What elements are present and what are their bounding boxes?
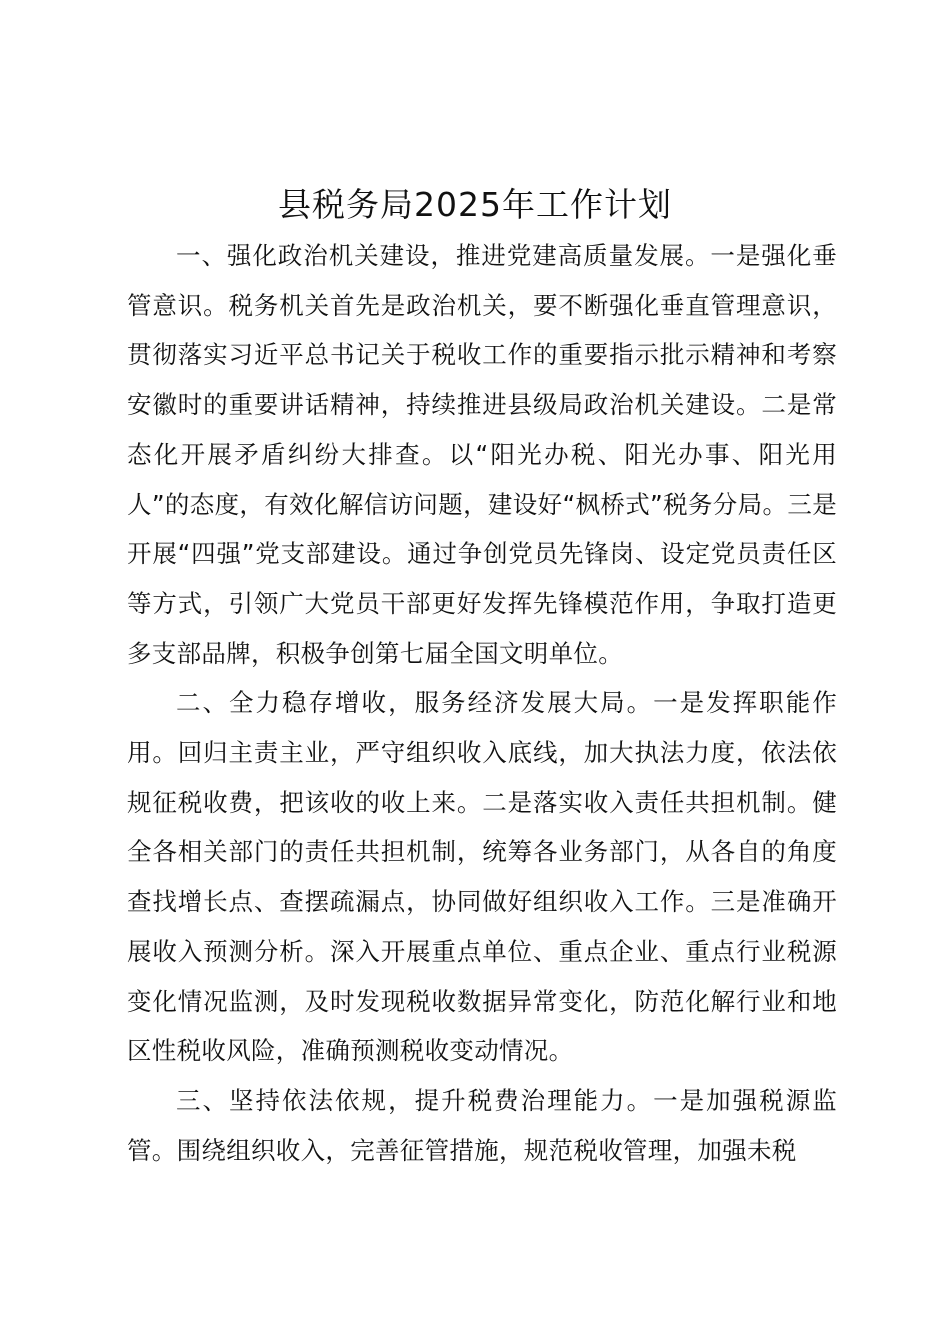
paragraph-1: 一、强化政治机关建设，推进党建高质量发展。一是强化垂管意识。税务机关首先是政治机关，要不断强化垂直管理意识，贯彻落实习近平总书记关于税收工作的重要指示批示精神和考察安徽时的重要讲话精神，持续推进县级局政治机关建设。二是常态化开展矛盾纠纷大排查。以“阳光办税、阳光办事、阳光用人”的态度，有效化解信访问题，建设好“枫桥式”税务分局。三是开展“四强”党支部建设。通过争创党员先锋岗、设定党员责任区等方式，引领广大党员干部更好发挥先锋模范作用，争取打造更多支部品牌，积极争创第七届全国文明单位。 (127, 241, 837, 668)
document-body (127, 231, 837, 1175)
document-title: 县税务局2025年工作计划 (278, 185, 672, 224)
paragraph-2: 二、全力稳存增收，服务经济发展大局。一是发挥职能作用。回归主责主业，严守组织收入底线，加大执法力度，依法依规征税收费，把该收的收上来。二是落实收入责任共担机制。健全各相关部门的责任共担机制，统筹各业务部门，从各自的角度查找增长点、查摆疏漏点，协同做好组织收入工作。三是准确开展收入预测分析。深入开展重点单位、重点企业、重点行业税源变化情况监测，及时发现税收数据异常变化，防范化解行业和地区性税收风险，准确预测税收变动情况。 (127, 688, 837, 1066)
paragraph-3: 三、坚持依法依规，提升税费治理能力。一是加强税源监管。围绕组织收入，完善征管措施，规范税收管理，加强未税 (127, 1085, 837, 1165)
